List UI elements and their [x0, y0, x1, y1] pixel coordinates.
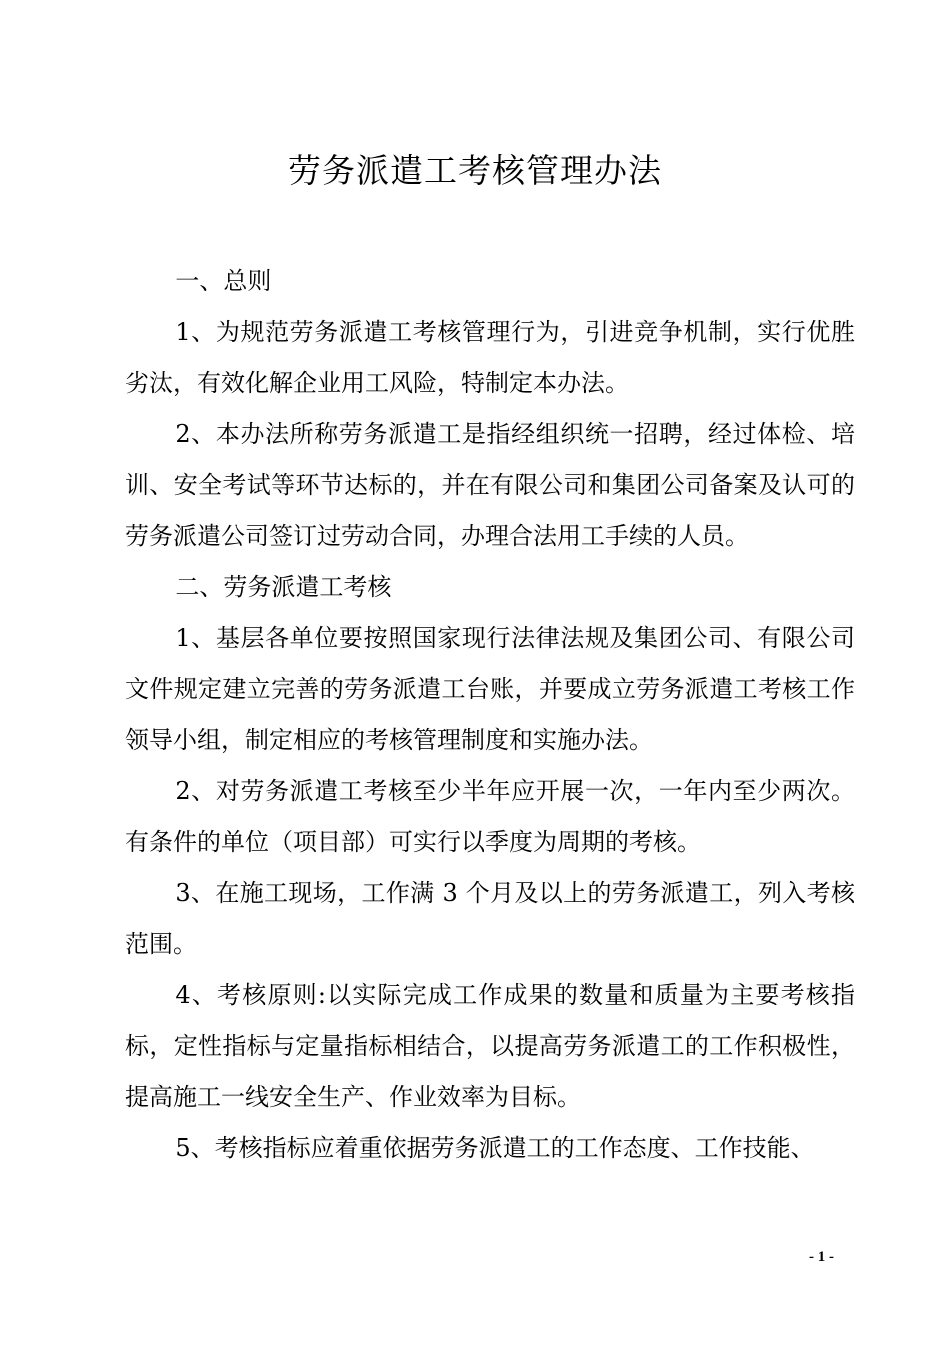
paragraph: 1、基层各单位要按照国家现行法律法规及集团公司、有限公司文件规定建立完善的劳务派遣工台账，并要成立劳务派遣工考核工作领导小组，制定相应的考核管理制度和实施办法。 [125, 624, 855, 754]
section-heading-assessment: 二、劳务派遣工考核 [175, 573, 392, 601]
paragraph: 3、在施工现场，工作满 3 个月及以上的劳务派遣工，列入考核范围。 [125, 879, 855, 958]
section-heading-general: 一、总则 [175, 267, 272, 295]
document-title: 劳务派遣工考核管理办法 [288, 151, 662, 190]
document-body [125, 256, 855, 1174]
paragraph: 2、本办法所称劳务派遣工是指经组织统一招聘，经过体检、培训、安全考试等环节达标的，并在有限公司和集团公司备案及认可的劳务派遣公司签订过劳动合同，办理合法用工手续的人员。 [125, 420, 855, 550]
paragraph: 2、对劳务派遣工考核至少半年应开展一次，一年内至少两次。有条件的单位（项目部）可实行以季度为周期的考核。 [125, 777, 855, 856]
paragraph: 1、为规范劳务派遣工考核管理行为，引进竞争机制，实行优胜劣汰，有效化解企业用工风险，特制定本办法。 [125, 318, 855, 397]
page-number: - 1 - [809, 1249, 834, 1265]
paragraph: 5、考核指标应着重依据劳务派遣工的工作态度、工作技能、 [175, 1134, 815, 1162]
paragraph: 4、考核原则:以实际完成工作成果的数量和质量为主要考核指标，定性指标与定量指标相结合，以提高劳务派遣工的工作积极性，提高施工一线安全生产、作业效率为目标。 [125, 981, 855, 1111]
